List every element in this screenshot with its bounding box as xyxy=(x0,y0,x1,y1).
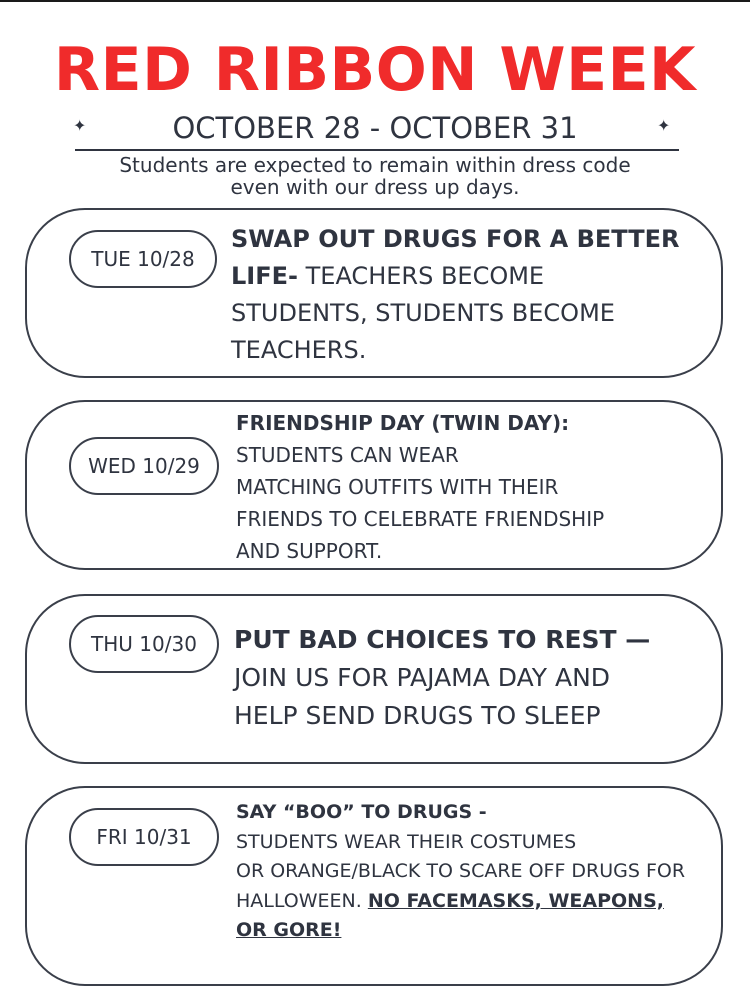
desc-line: HELP SEND DRUGS TO SLEEP xyxy=(234,701,601,730)
desc-text: TEACHERS BECOME xyxy=(297,262,545,290)
date-pill-thursday: THU 10/30 xyxy=(69,615,219,673)
day-description-friday xyxy=(236,798,685,946)
day-description-thursday xyxy=(234,621,650,735)
desc-line: MATCHING OUTFITS WITH THEIR xyxy=(236,475,559,499)
desc-text: HALLOWEEN. xyxy=(236,889,368,912)
desc-line xyxy=(236,887,685,917)
desc-line: FRIENDS TO CELEBRATE FRIENDSHIP xyxy=(236,507,605,531)
date-pill-wednesday: WED 10/29 xyxy=(69,437,219,495)
desc-line: SWAP OUT DRUGS FOR A BETTER xyxy=(231,225,680,253)
warning-text: NO FACEMASKS, WEAPONS, xyxy=(367,889,664,912)
date-pill-friday: FRI 10/31 xyxy=(69,808,219,866)
top-border xyxy=(0,0,750,2)
desc-line: STUDENTS WEAR THEIR COSTUMES xyxy=(236,830,577,853)
desc-line: STUDENTS, STUDENTS BECOME xyxy=(231,299,615,327)
desc-line: PUT BAD CHOICES TO REST — xyxy=(234,625,651,654)
day-description-tuesday xyxy=(231,221,679,369)
desc-line: STUDENTS CAN WEAR xyxy=(236,443,459,467)
desc-line: AND SUPPORT. xyxy=(236,539,383,563)
desc-line: OR ORANGE/BLACK TO SCARE OFF DRUGS FOR xyxy=(236,860,686,882)
desc-line: JOIN US FOR PAJAMA DAY AND xyxy=(234,663,611,692)
desc-line xyxy=(231,258,679,295)
notice-line-2: even with our dress up days. xyxy=(230,175,520,199)
date-range: OCTOBER 28 - OCTOBER 31 xyxy=(172,111,578,145)
notice-line-1: Students are expected to remain within dress code xyxy=(119,153,631,177)
page-title: RED RIBBON WEEK xyxy=(53,35,697,105)
sparkle-right-icon: ✦ xyxy=(657,116,671,135)
sparkle-left-icon: ✦ xyxy=(73,116,87,135)
desc-line: SAY “BOO” TO DRUGS - xyxy=(236,801,487,823)
date-pill-tuesday: TUE 10/28 xyxy=(69,230,217,288)
desc-emphasis: LIFE- xyxy=(231,262,298,290)
desc-line: FRIENDSHIP DAY (TWIN DAY): xyxy=(236,411,570,435)
day-description-wednesday xyxy=(236,407,604,567)
desc-line: TEACHERS. xyxy=(231,336,367,364)
dress-code-notice xyxy=(60,154,690,198)
warning-text: OR GORE! xyxy=(236,919,342,941)
divider xyxy=(75,149,679,151)
